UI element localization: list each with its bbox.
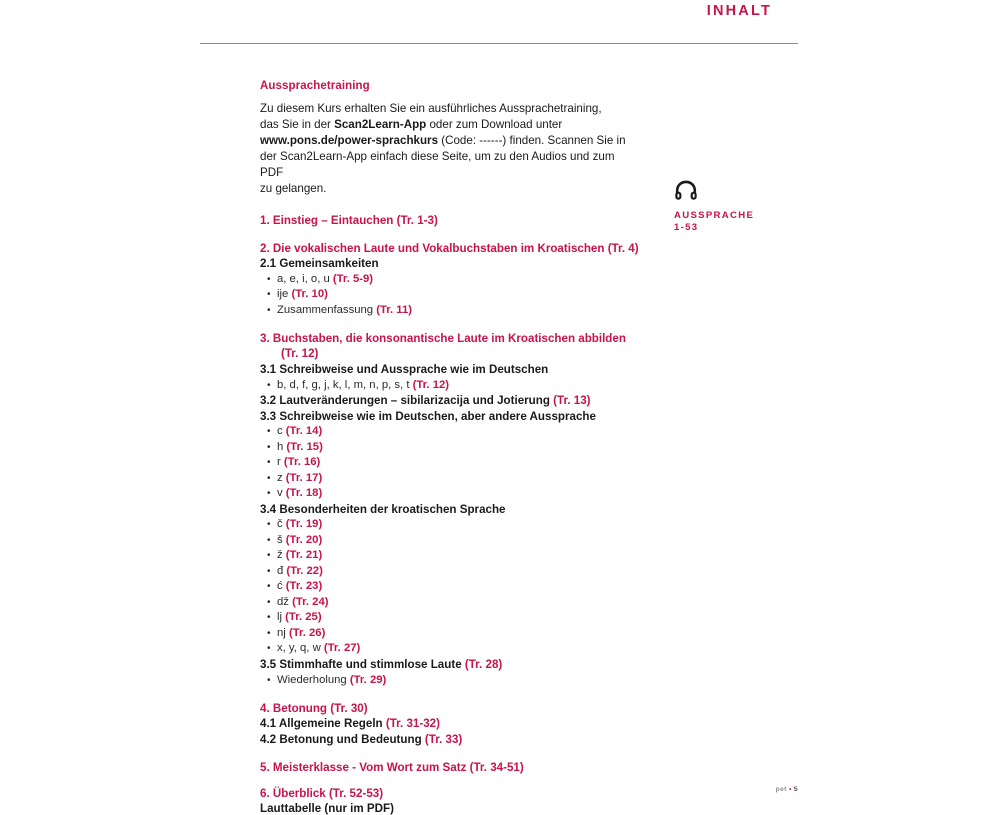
- toc-chapter-4[interactable]: 4. Betonung (Tr. 30): [260, 701, 368, 715]
- toc-section-4-2[interactable]: [260, 732, 652, 748]
- bullet-label: v: [277, 487, 286, 500]
- table-of-contents: [260, 213, 652, 815]
- intro-line-2a: das Sie in der: [260, 118, 335, 132]
- section-label: 3.5 Stimmhafte und stimmlose Laute: [260, 657, 465, 671]
- page-number: 5: [793, 786, 798, 793]
- bullet-label: h: [277, 440, 287, 453]
- bullet-label: x, y, q, w: [277, 642, 324, 655]
- toc-bullet-h[interactable]: [260, 440, 652, 456]
- chapter-3-track-ref: (Tr. 12): [281, 347, 319, 361]
- track-ref: (Tr. 23): [285, 580, 323, 593]
- intro-line-5: zu gelangen.: [260, 182, 327, 196]
- toc-section-3-4[interactable]: 3.4 Besonderheiten der kroatischen Sprache: [260, 502, 506, 516]
- section-label: 4.1 Allgemeine Regeln: [260, 717, 386, 731]
- track-ref: (Tr. 13): [553, 394, 591, 408]
- content-column: [260, 80, 652, 815]
- track-ref: (Tr. 33): [424, 732, 463, 746]
- intro-paragraph: [260, 101, 638, 198]
- toc-bullet-z[interactable]: [260, 471, 652, 487]
- bullet-label: dž: [277, 595, 293, 608]
- toc-section-3-2[interactable]: [260, 393, 652, 409]
- pons-url: www.pons.de/power-sprachkurs: [260, 134, 439, 148]
- bullet-label: Wiederholung: [277, 673, 350, 686]
- toc-section-3-5[interactable]: [260, 657, 652, 673]
- track-ref: (Tr. 16): [283, 456, 321, 469]
- section-label: 3.2 Lautveränderungen – sibilarizacija und Jotierung: [260, 394, 554, 408]
- bullet-label: nj: [277, 626, 289, 639]
- footer-separator-dot: •: [788, 786, 792, 793]
- track-ref: (Tr. 10): [291, 288, 328, 301]
- track-ref: (Tr. 11): [376, 303, 413, 316]
- track-ref: (Tr. 5-9): [332, 272, 374, 285]
- toc-bullet-s-caron[interactable]: [260, 533, 652, 549]
- toc-bullet-z-caron[interactable]: [260, 548, 652, 564]
- toc-chapter-3[interactable]: [260, 331, 652, 362]
- section-heading-aussprachetraining: Aussprachetraining: [260, 80, 370, 92]
- headphones-icon: [674, 180, 794, 206]
- page-title: INHALT: [706, 3, 772, 19]
- bullet-label: r: [277, 456, 284, 469]
- toc-bullet-lj[interactable]: [260, 610, 652, 626]
- bullet-label: š: [277, 533, 286, 546]
- toc-section-3-3[interactable]: 3.3 Schreibweise wie im Deutschen, aber andere Aussprache: [260, 409, 596, 423]
- chapter-3-line-1: 3. Buchstaben, die konsonantische Laute im Kroatischen abbilden: [260, 331, 626, 345]
- bullet-label: a, e, i, o, u: [277, 272, 333, 285]
- bullet-label: Zusammenfassung: [277, 303, 377, 316]
- bullet-label: lj: [277, 611, 286, 624]
- toc-section-3-1[interactable]: 3.1 Schreibweise und Aussprache wie im Deutschen: [260, 363, 549, 377]
- intro-line-2c: oder zum Download unter: [426, 118, 563, 132]
- footer-word: pet: [775, 786, 787, 793]
- bullet-label: đ: [277, 564, 287, 577]
- toc-lauttabelle[interactable]: Lauttabelle (nur im PDF): [260, 801, 394, 815]
- toc-chapter-5[interactable]: 5. Meisterklasse - Vom Wort zum Satz (Tr. 34-51): [260, 760, 524, 774]
- track-ref: (Tr. 22): [286, 564, 323, 577]
- track-ref: (Tr. 14): [285, 425, 323, 438]
- toc-bullet-dz[interactable]: [260, 595, 652, 611]
- bullet-label: ž: [277, 549, 286, 562]
- audio-badge-line-2: 1-53: [674, 222, 699, 233]
- bullet-label: ć: [277, 580, 286, 593]
- intro-line-1: Zu diesem Kurs erhalten Sie ein ausführliches Aussprachetraining,: [260, 102, 602, 115]
- track-ref: (Tr. 21): [285, 549, 323, 562]
- audio-badge: [674, 180, 794, 234]
- toc-bullet-r[interactable]: [260, 455, 652, 471]
- bullet-label: b, d, f, g, j, k, l, m, n, p, s, t: [277, 378, 413, 391]
- section-label: 4.2 Betonung und Bedeutung: [260, 732, 425, 746]
- toc-section-4-1[interactable]: [260, 716, 652, 732]
- toc-bullet-v[interactable]: [260, 486, 652, 502]
- track-ref: (Tr. 17): [285, 471, 323, 484]
- intro-line-3b: (Code: ------) finden. Scannen Sie in: [438, 134, 626, 148]
- track-ref: (Tr. 29): [349, 673, 387, 686]
- scan2learn-app-label: Scan2Learn-App: [334, 118, 427, 132]
- track-ref: (Tr. 15): [286, 440, 323, 453]
- track-ref: (Tr. 20): [285, 533, 323, 546]
- track-ref: (Tr. 27): [323, 642, 361, 655]
- toc-bullet-c[interactable]: [260, 424, 652, 440]
- toc-bullet-consonants[interactable]: [260, 378, 652, 394]
- bullet-label: č: [277, 518, 286, 531]
- bullet-label: z: [277, 471, 286, 484]
- toc-bullet-vowels[interactable]: [260, 272, 652, 288]
- intro-line-4: der Scan2Learn-App einfach diese Seite, um zu den Audios und zum PDF: [260, 150, 615, 180]
- audio-badge-label: [674, 210, 794, 234]
- toc-bullet-zusammenfassung[interactable]: [260, 303, 652, 319]
- track-ref: (Tr. 31-32): [385, 717, 440, 731]
- bullet-label: c: [277, 425, 286, 438]
- toc-chapter-1[interactable]: 1. Einstieg – Eintauchen (Tr. 1-3): [260, 213, 438, 227]
- track-ref: (Tr. 26): [288, 626, 326, 639]
- audio-badge-line-1: AUSSPRACHE: [674, 210, 755, 221]
- page-footer: [600, 786, 798, 793]
- toc-chapter-2[interactable]: 2. Die vokalischen Laute und Vokalbuchstaben im Kroatischen (Tr. 4): [260, 241, 639, 255]
- toc-bullet-xyqw[interactable]: [260, 641, 652, 657]
- track-ref: (Tr. 18): [285, 487, 323, 500]
- toc-bullet-nj[interactable]: [260, 626, 652, 642]
- header-divider: [200, 43, 798, 44]
- toc-bullet-c-acute[interactable]: [260, 579, 652, 595]
- toc-bullet-c-caron[interactable]: [260, 517, 652, 533]
- toc-bullet-ije[interactable]: [260, 287, 652, 303]
- track-ref: (Tr. 24): [292, 595, 329, 608]
- track-ref: (Tr. 28): [464, 657, 503, 671]
- toc-chapter-6[interactable]: 6. Überblick (Tr. 52-53): [260, 787, 384, 801]
- toc-section-2-1[interactable]: 2.1 Gemeinsamkeiten: [260, 257, 379, 271]
- toc-bullet-d-stroke[interactable]: [260, 564, 652, 580]
- bullet-label: ije: [277, 288, 292, 301]
- track-ref: (Tr. 12): [412, 378, 450, 391]
- track-ref: (Tr. 25): [285, 611, 322, 624]
- toc-bullet-wiederholung[interactable]: [260, 673, 652, 689]
- track-ref: (Tr. 19): [285, 518, 323, 531]
